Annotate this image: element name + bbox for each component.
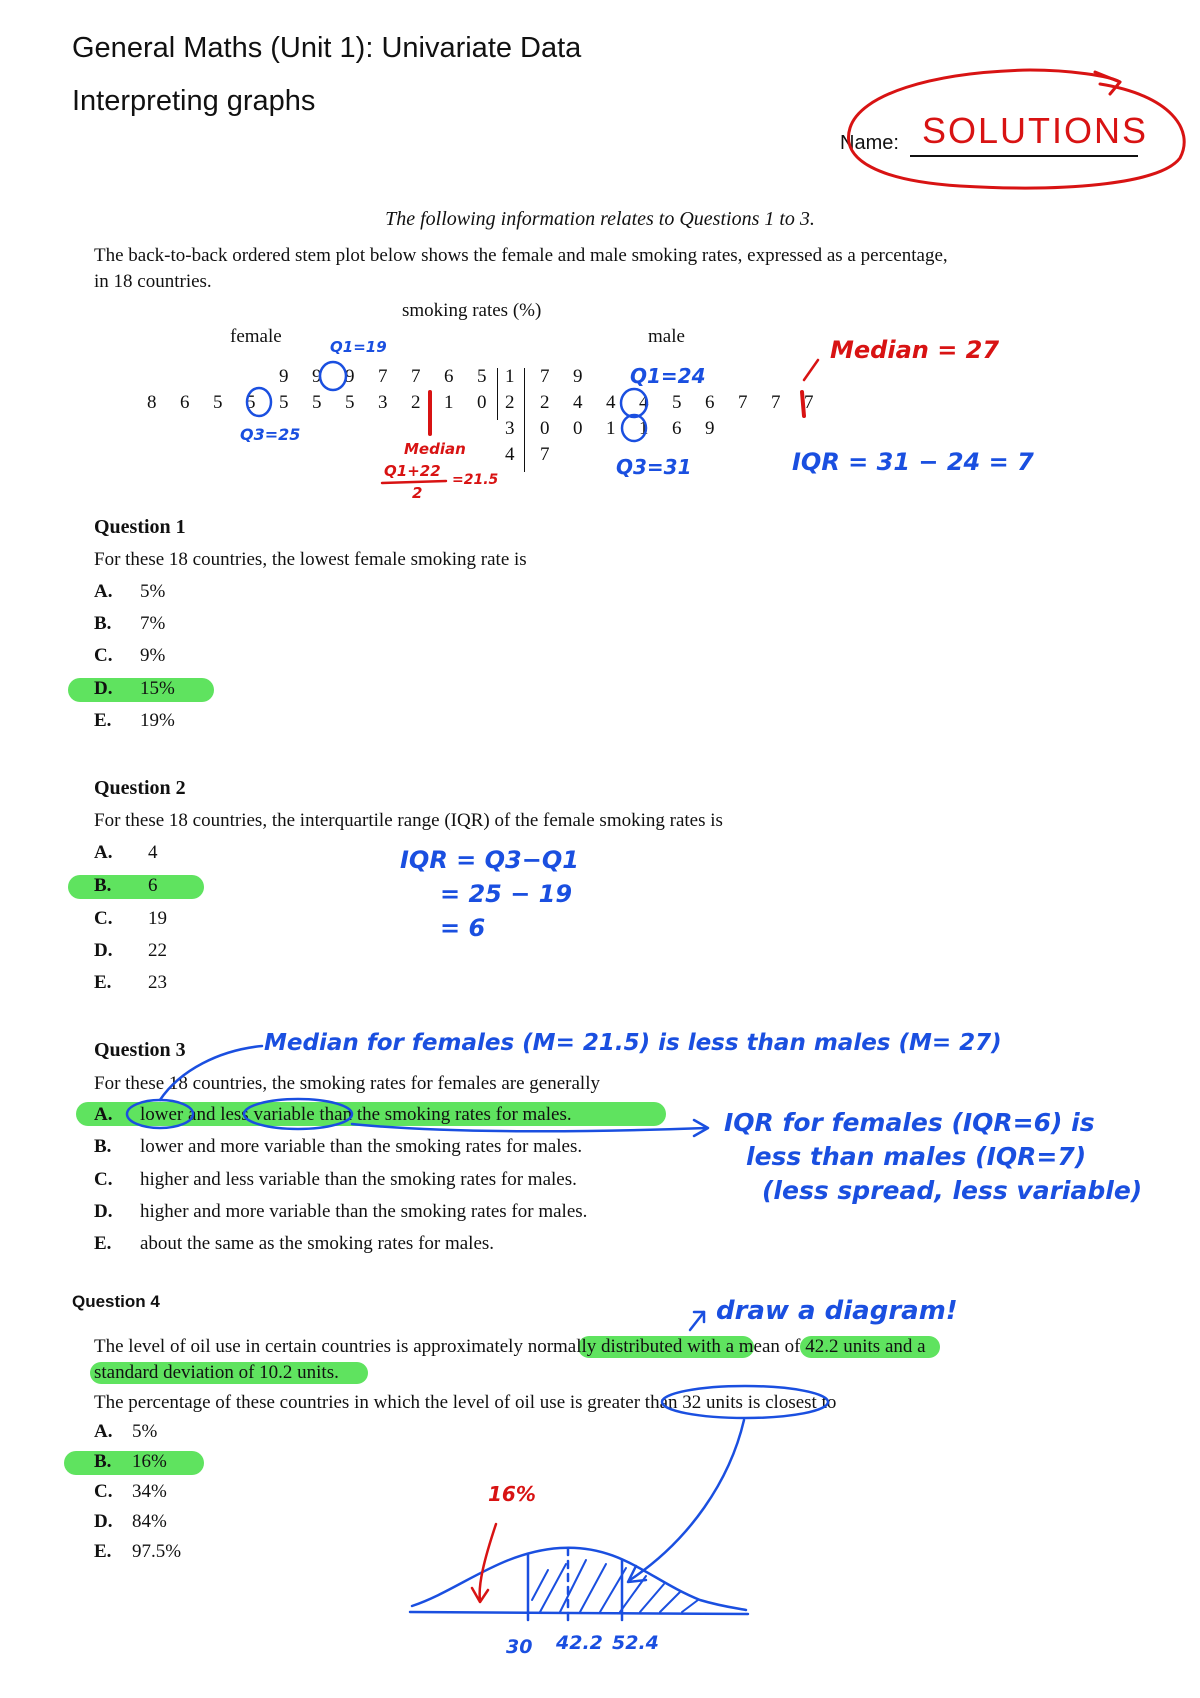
stemplot-female-leaf: 1: [444, 392, 454, 413]
option-letter: D.: [94, 678, 113, 699]
question-4-prompt-line-3: The percentage of these countries in which the level of oil use is greater than 32 units is closest to: [94, 1392, 837, 1413]
annot-iqr-male: IQR = 31 − 24 = 7: [792, 448, 1034, 476]
stemplot-male-leaf: 7: [771, 392, 781, 413]
q3-note-iqr-line-1: IQR for females (IQR=6) is: [724, 1108, 1095, 1137]
stemplot-male-leaf: 6: [705, 392, 715, 413]
option-text: 23: [148, 972, 167, 993]
stemplot-female-leaf: 7: [378, 366, 388, 387]
oval-lower: [127, 1100, 193, 1128]
option-text: 19: [148, 908, 167, 929]
option-letter: D.: [94, 1201, 113, 1222]
option-text: 4: [148, 842, 158, 863]
stemplot-male-leaf: 6: [672, 418, 682, 439]
q4-note-diagram: draw a diagram!: [716, 1296, 958, 1326]
stemplot-male-leaf: 9: [573, 366, 583, 387]
option-text: higher and more variable than the smoking rates for males.: [140, 1201, 588, 1222]
option-letter: A.: [94, 1421, 113, 1442]
option-text: about the same as the smoking rates for males.: [140, 1233, 495, 1254]
stemplot-female-leaf: 3: [378, 392, 388, 413]
question-4-prompt-line-1: The level of oil use in certain countries is approximately normally distributed with a mean of 42.2 units and a: [94, 1336, 926, 1357]
circle-male-1: [622, 415, 646, 441]
stemplot-female-leaf: 6: [180, 392, 190, 413]
annot-q3-female: Q3=25: [240, 425, 301, 444]
option-text: 22: [148, 940, 167, 961]
option-letter: C.: [94, 1169, 113, 1190]
option-text: 97.5%: [132, 1541, 182, 1562]
annot-median-male: Median = 27: [830, 336, 1000, 364]
question-1-prompt: For these 18 countries, the lowest female smoking rate is: [94, 549, 527, 570]
option-text: lower and more variable than the smoking rates for males.: [140, 1136, 583, 1157]
stemplot-male-leaf: 4: [639, 392, 649, 413]
stemplot-female-label: female: [230, 326, 282, 347]
circle-female-9: [320, 362, 346, 390]
oval-less-variable: [244, 1099, 352, 1129]
stemplot-stem: 3: [505, 418, 515, 439]
circle-female-5: [247, 388, 271, 416]
option-letter: B.: [94, 613, 112, 634]
diagram-tick-42-2: 42.2: [556, 1632, 603, 1654]
stemplot-male-leaf: 4: [573, 392, 583, 413]
stemplot-male-leaf: 2: [540, 392, 550, 413]
stemplot-male-leaf: 1: [606, 418, 616, 439]
option-text: 6: [148, 875, 158, 896]
stemplot-female-leaf: 6: [444, 366, 454, 387]
option-letter: E.: [94, 1233, 112, 1254]
name-label: Name:: [840, 132, 899, 154]
stemplot-female-leaf: 9: [345, 366, 355, 387]
question-3-prompt: For these 18 countries, the smoking rates for females are generally: [94, 1073, 600, 1094]
stemplot-male-leaf: 7: [540, 444, 550, 465]
stemplot-stem: 1: [505, 366, 515, 387]
stemplot-male-leaf: 7: [540, 366, 550, 387]
median-male-pointer: [804, 360, 818, 380]
stemplot-female-leaf: 5: [213, 392, 223, 413]
annot-median-female-value: =21.5: [452, 472, 499, 488]
page-title: General Maths (Unit 1): Univariate Data: [72, 32, 582, 64]
option-letter: A.: [94, 842, 113, 863]
page-subtitle: Interpreting graphs: [72, 85, 316, 117]
stemplot-male-leaf: 9: [705, 418, 715, 439]
question-4-title: Question 4: [72, 1292, 160, 1311]
option-text: higher and less variable than the smoking rates for males.: [140, 1169, 577, 1190]
stemplot-male-leaf: 7: [804, 392, 814, 413]
annot-q3-male: Q3=31: [616, 455, 692, 479]
annot-median-female-numerator: Q1+22: [384, 462, 441, 480]
stemplot-female-leaf: 2: [411, 392, 421, 413]
option-letter: A.: [94, 1104, 113, 1125]
diagram-tick-52-4: 52.4: [612, 1632, 659, 1654]
q2-work-line-2: = 25 − 19: [440, 880, 573, 908]
stemplot-female-leaf: 9: [312, 366, 322, 387]
option-letter: E.: [94, 972, 112, 993]
name-value: SOLUTIONS: [922, 110, 1149, 151]
stemplot-female-leaf: 5: [477, 366, 487, 387]
option-letter: E.: [94, 1541, 112, 1562]
stemplot-male-leaf: 5: [672, 392, 682, 413]
stemplot-male-label: male: [648, 326, 685, 347]
question-4-prompt-line-2: standard deviation of 10.2 units.: [94, 1362, 339, 1383]
stemplot-female-leaf: 5: [345, 392, 355, 413]
option-text: 34%: [132, 1481, 167, 1502]
option-letter: C.: [94, 908, 113, 929]
arrow-to-iqr-note: [352, 1124, 706, 1131]
stemplot-male-leaf: 7: [738, 392, 748, 413]
option-letter: D.: [94, 1511, 113, 1532]
circle-male-4: [621, 389, 647, 417]
annot-q1-male: Q1=24: [630, 364, 706, 388]
arrow-to-diagram: [630, 1420, 744, 1580]
diagram-baseline: [410, 1612, 748, 1614]
option-text: 7%: [140, 613, 166, 634]
oval-greater-than-32: [662, 1386, 828, 1418]
intro-caption: The following information relates to Questions 1 to 3.: [385, 208, 815, 230]
stemplot-stem: 4: [505, 444, 515, 465]
option-text: 9%: [140, 645, 166, 666]
stemplot-female-leaf: 8: [147, 392, 157, 413]
diagram-percent-label: 16%: [488, 1482, 536, 1506]
stemplot-female-leaf: 9: [279, 366, 289, 387]
option-letter: B.: [94, 1136, 112, 1157]
option-letter: B.: [94, 1451, 112, 1472]
q3-note-iqr-line-3: (less spread, less variable): [762, 1176, 1143, 1205]
option-text: 19%: [140, 710, 175, 731]
option-text: 84%: [132, 1511, 167, 1532]
question-1-title: Question 1: [94, 516, 186, 538]
stemplot-female-leaf: 7: [411, 366, 421, 387]
stemplot-stem: 2: [505, 392, 515, 413]
median-female-fraction-bar: [382, 481, 446, 483]
intro-line-2: in 18 countries.: [94, 271, 212, 292]
q3-note-iqr-line-2: less than males (IQR=7): [746, 1142, 1087, 1171]
stemplot-male-leaf: 4: [606, 392, 616, 413]
diagram-tick-30: 30: [506, 1636, 533, 1658]
stemplot-male-leaf: 0: [540, 418, 550, 439]
option-text: lower and less variable than the smoking rates for males.: [140, 1104, 572, 1125]
option-letter: D.: [94, 940, 113, 961]
annot-median-female-label: Median: [404, 440, 466, 458]
q3-note-median: Median for females (M= 21.5) is less than males (M= 27): [264, 1030, 1002, 1056]
arrow-to-median-note: [160, 1046, 262, 1100]
stemplot-female-leaf: 0: [477, 392, 487, 413]
option-letter: E.: [94, 710, 112, 731]
median-male-marker: [802, 392, 804, 416]
question-3-title: Question 3: [94, 1039, 186, 1061]
arrow-diagram-note: [690, 1312, 704, 1330]
stemplot-female-leaf: 5: [279, 392, 289, 413]
intro-line-1: The back-to-back ordered stem plot below shows the female and male smoking rates, expressed as a percentage,: [94, 245, 948, 266]
stemplot-title: smoking rates (%): [402, 300, 542, 321]
annot-median-female-denominator: 2: [412, 484, 423, 502]
option-letter: C.: [94, 1481, 113, 1502]
option-text: 5%: [132, 1421, 158, 1442]
stemplot-female-leaf: 5: [312, 392, 322, 413]
option-text: 5%: [140, 581, 166, 602]
diagram-red-arrow: [480, 1524, 496, 1600]
stemplot-male-leaf: 1: [639, 418, 649, 439]
option-letter: A.: [94, 581, 113, 602]
annot-q1-female: Q1=19: [330, 338, 387, 356]
stemplot-male-leaf: 0: [573, 418, 583, 439]
option-letter: C.: [94, 645, 113, 666]
option-text: 15%: [140, 678, 175, 699]
question-2-prompt: For these 18 countries, the interquartile range (IQR) of the female smoking rates is: [94, 810, 723, 831]
q2-work-line-3: = 6: [440, 914, 486, 942]
option-letter: B.: [94, 875, 112, 896]
solutions-circle: [848, 70, 1184, 188]
stemplot-female-leaf: 5: [246, 392, 256, 413]
option-text: 16%: [132, 1451, 167, 1472]
q2-work-line-1: IQR = Q3−Q1: [400, 846, 579, 874]
question-2-title: Question 2: [94, 777, 186, 799]
